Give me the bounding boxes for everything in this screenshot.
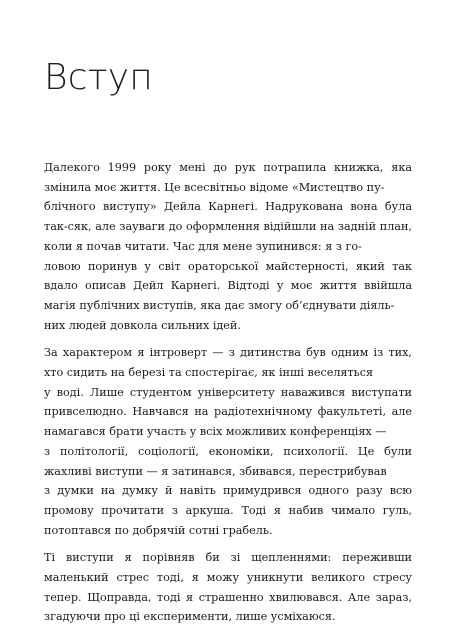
body-text: [44, 158, 412, 635]
paragraph-1: Далекого 1999 року мені до рук потрапила книжка, яка змінила моє життя. Це всесвітньо відоме «Мистецтво пу- блічного виступу» Дейла Карнегі. Надрукована вона була так-сяк, але зауваги до оформлення відійшли на задній план, коли я почав читати. Час для мене зупинився: я з го- ловою поринув у світ ораторської майстерності, який так вдало описав Дейл Карнегі. Відтоді у моє життя ввійшла магія публічних виступів, яка дає змогу об’єднувати діяль- них людей довкола сильних ідей.: [44, 161, 412, 332]
paragraph-2: За характером я інтроверт — з дитинства був одним із тих, хто сидить на березі та спостерігає, як інші веселяться у воді. Лише студентом університету наважився виступати привселюдно. Навчався на радіотехнічному факультеті, але намагався брати участь у всіх можливих конференціях — з політології, соціології, економіки, психології. Це були жахливі виступи — я затинався, збивався, перестрибував з думки на думку й навіть примудрився одного разу всю промову прочитати з аркуша. Тоді я набив чимало гуль, потоптався по добрячій сотні грабель.: [44, 346, 412, 537]
chapter-title: Вступ: [44, 57, 153, 98]
paragraph-3: Ті виступи я порівняв би зі щепленнями: переживши маленький стрес тоді, я можу уникнути великого стресу тепер. Щоправда, тоді я страшенно хвилювався. Але зараз, згадуючи про ці експерименти, лише усміхаюся.: [44, 551, 412, 624]
